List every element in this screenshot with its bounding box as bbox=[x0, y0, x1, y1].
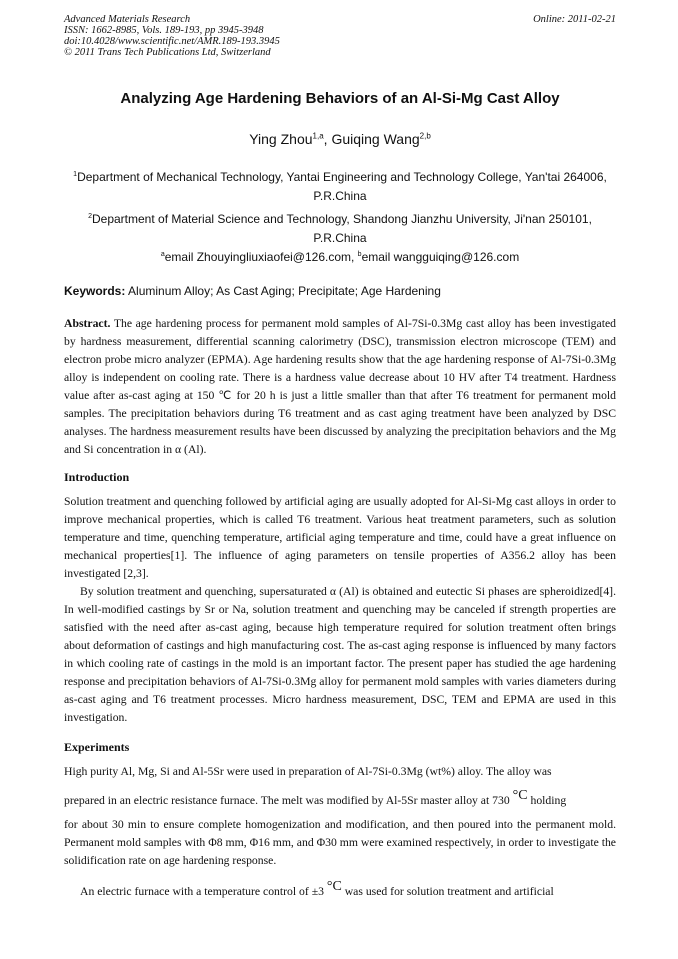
email-b[interactable]: email wangguiqing@126.com bbox=[361, 250, 520, 264]
experiments-section bbox=[64, 763, 616, 901]
celsius-unit-2: °C bbox=[326, 878, 342, 894]
exp-line-2a: prepared in an electric resistance furnace. The melt was modified by Al-5Sr master alloy at 730 bbox=[64, 793, 513, 807]
abstract-label: Abstract. bbox=[64, 317, 111, 330]
copyright-line: © 2011 Trans Tech Publications Ltd, Switzerland bbox=[64, 47, 271, 58]
affiliation-2 bbox=[70, 207, 610, 248]
email-a-sup: a bbox=[160, 251, 165, 258]
keywords-label: Keywords: bbox=[64, 284, 126, 298]
author-1-sup: 1,a bbox=[312, 131, 324, 141]
abstract-text: The age hardening process for permanent mold samples of Al-7Si-0.3Mg cast alloy has been investigated by hardness measurement, differential scanning calorimetry (DSC), transmission electron microscope (TEM) and electron probe micro analyzer (EPMA). Age hardening results show that the age hardening response of Al-7Si-0.3Mg alloy is independent on cooling rate. There is a hardness value decrease about 10 HV after T4 treatment. Hardness value after as-cast aging at 150 ℃ for 20 h is just a little smaller than that after T6 treatment for permanent mold samples. The precipitation behaviors during T6 treatment and as cast aging treatment have been analyzed by DSC analyses. The hardness measurement results have been discussed by analyzing the precipitation behaviors and the Mg and Si concentration in α (Al). bbox=[64, 317, 616, 456]
exp-line-2c: holding bbox=[527, 793, 567, 807]
author-2: Guiqing Wang bbox=[331, 131, 420, 147]
abstract bbox=[64, 315, 616, 459]
experiments-heading: Experiments bbox=[64, 740, 130, 754]
doi-line: doi:10.4028/www.scientific.net/AMR.189-193.3945 bbox=[64, 36, 280, 47]
journal-name: Advanced Materials Research bbox=[64, 14, 191, 25]
intro-paragraph-2: By solution treatment and quenching, supersaturated α (Al) is obtained and eutectic Si phases are spheroidized[4]. In well-modified castings by Sr or Na, solution treatment and quenching may be canceled if strength properties are satisfied with the need after as-cast aging, because high temperature required for solution treatment often brings about deformation of castings and high manufacturing cost. The as-cast aging response is influenced by many factors in which cooling rate of castings in the mold is an important factor. The present paper has studied the age hardening response and precipitation behaviors of Al-7Si-0.3Mg alloy for permanent mold samples with varies diameters during as-cast aging and T6 treatment processes. Micro hardness measurement, DSC, TEM and EPMA are used in this investigation. bbox=[64, 585, 616, 724]
paper-title: Analyzing Age Hardening Behaviors of an Al-Si-Mg Cast Alloy bbox=[120, 90, 560, 107]
email-a[interactable]: email Zhouyingliuxiaofei@126.com, bbox=[164, 250, 358, 264]
keywords-text: Aluminum Alloy; As Cast Aging; Precipitate; Age Hardening bbox=[125, 284, 441, 298]
introduction-section bbox=[64, 493, 616, 727]
exp-paragraph-2 bbox=[64, 878, 616, 901]
affiliation-1-text: Department of Mechanical Technology, Yantai Engineering and Technology College, Yan'tai 264006, P.R.China bbox=[77, 170, 607, 203]
affiliation-2-sup: 2 bbox=[88, 213, 92, 220]
affiliation-1-sup: 1 bbox=[73, 171, 78, 178]
affiliation-2-text: Department of Material Science and Technology, Shandong Jianzhu University, Ji'nan 250101, P.R.China bbox=[91, 212, 592, 245]
keywords bbox=[64, 284, 616, 298]
author-2-sup: 2,b bbox=[419, 131, 431, 141]
exp-line-2 bbox=[64, 787, 616, 810]
email-b-sup: b bbox=[357, 251, 362, 258]
exp-p2a: An electric furnace with a temperature control of ±3 bbox=[80, 884, 327, 898]
introduction-heading: Introduction bbox=[64, 470, 130, 484]
author-1: Ying Zhou bbox=[249, 131, 313, 147]
celsius-unit: °C bbox=[512, 788, 528, 803]
exp-paragraph-rest: for about 30 min to ensure complete homogenization and modification, and then poured into the permanent mold. Permanent mold samples with Φ8 mm, Φ16 mm, and Φ30 mm were examined respectively, in order to investigate the solidification rate on age hardening response. bbox=[64, 817, 616, 867]
affiliation-1 bbox=[70, 165, 610, 206]
issn-line: ISSN: 1662-8985, Vols. 189-193, pp 3945-3948 bbox=[64, 25, 264, 36]
email-line bbox=[64, 250, 616, 264]
journal-header bbox=[64, 14, 616, 58]
online-date: Online: 2011-02-21 bbox=[533, 14, 616, 25]
author-separator: , bbox=[323, 131, 332, 147]
exp-line-1: High purity Al, Mg, Si and Al-5Sr were used in preparation of Al-7Si-0.3Mg (wt%) alloy. The alloy was bbox=[64, 765, 552, 778]
intro-paragraph-1: Solution treatment and quenching followed by artificial aging are usually adopted for Al-Si-Mg cast alloys in order to improve mechanical properties, which is called T6 treatment. Various heat treatment parameters, such as solution temperature and time, quenching temperature, artificial aging temperature and time, could have a great influence on mechanical properties[1]. The influence of aging parameters on tensile properties of A356.2 alloy has been investigated [2,3]. bbox=[64, 495, 616, 580]
exp-p2c: was used for solution treatment and artificial bbox=[341, 884, 554, 898]
author-line bbox=[64, 131, 616, 147]
